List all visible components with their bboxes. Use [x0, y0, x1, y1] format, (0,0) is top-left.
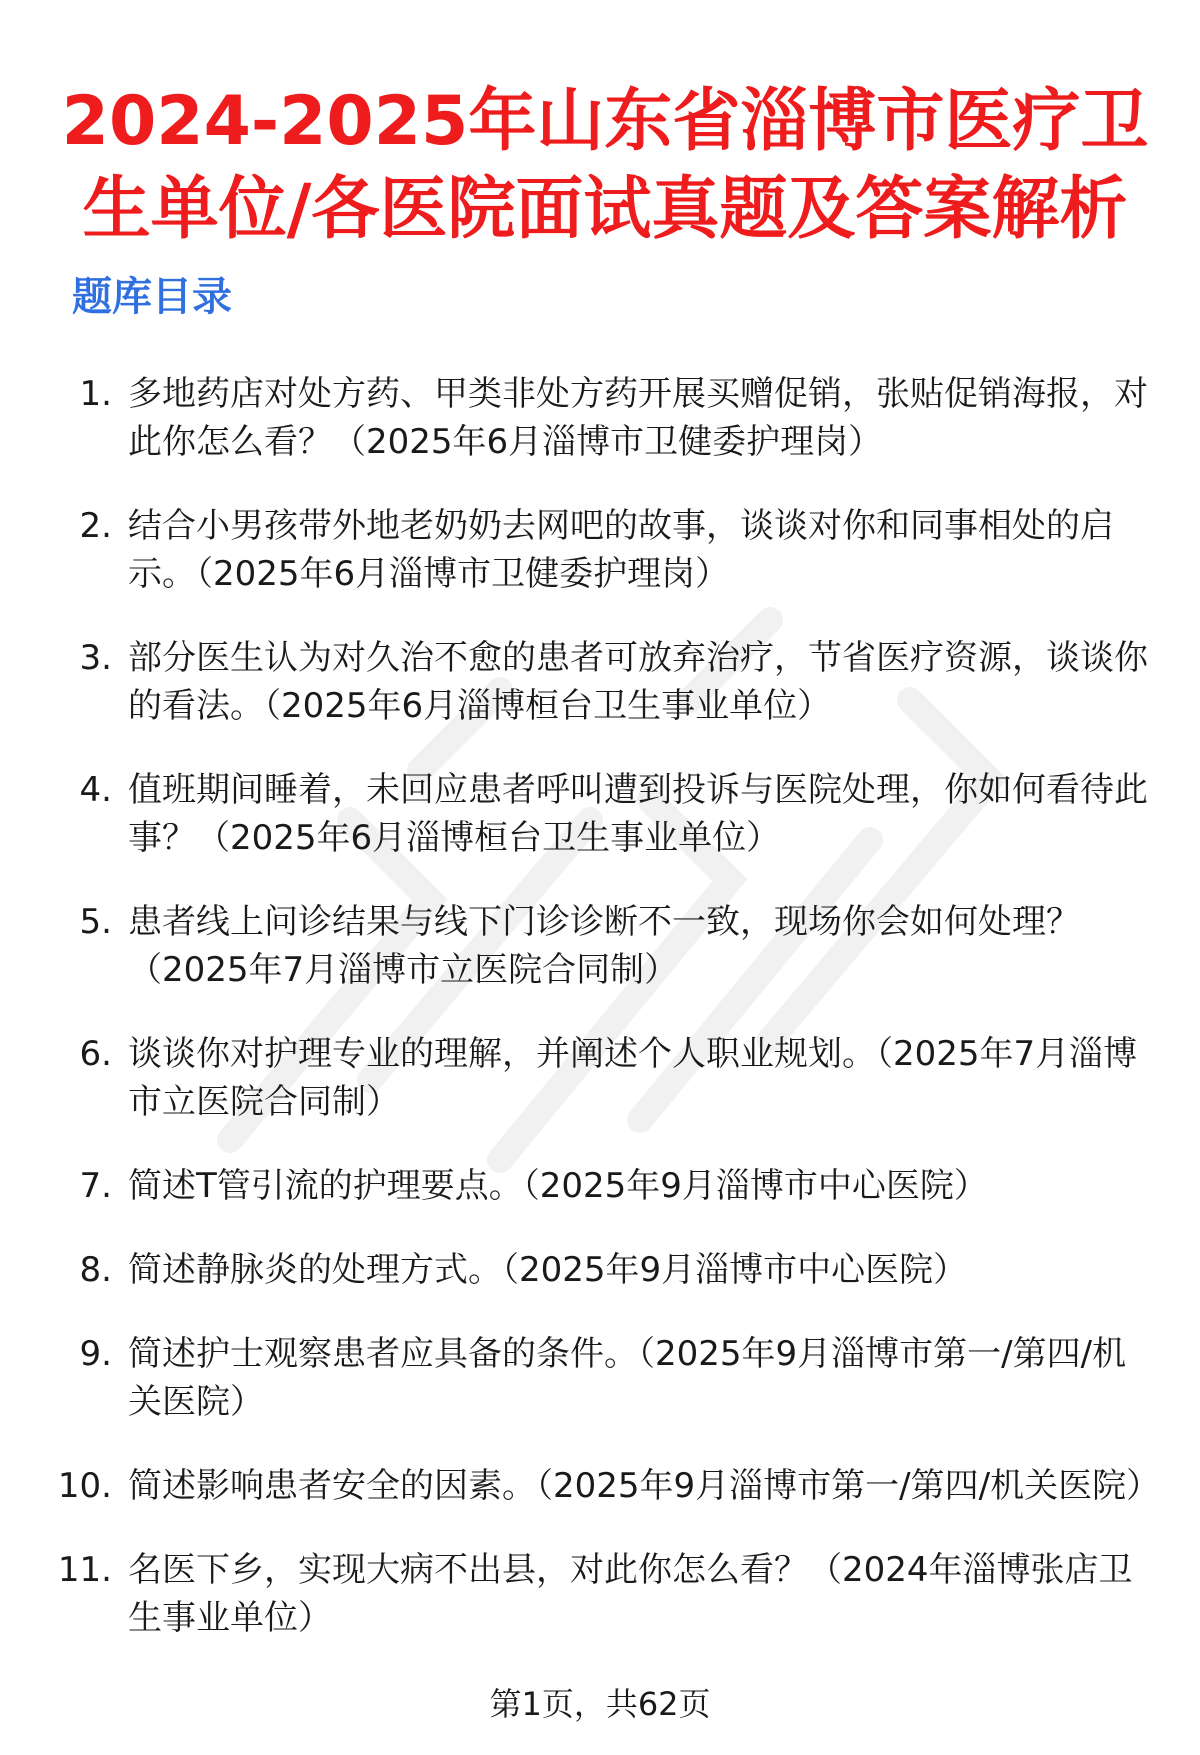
question-text: 结合小男孩带外地老奶奶去网吧的故事，谈谈对你和同事相处的启示。（2025年6月淄博市卫健委护理岗） [128, 506, 1114, 594]
question-number: 6. [79, 1034, 112, 1074]
question-item [0, 1030, 1200, 1126]
question-number: 1. [79, 374, 112, 414]
question-number: 5. [79, 902, 112, 942]
question-number: 10. [57, 1466, 112, 1506]
question-number: 2. [79, 506, 112, 546]
toc-heading: 题库目录 [72, 274, 232, 320]
question-item [0, 1462, 1200, 1510]
question-number: 3. [79, 638, 112, 678]
question-number: 11. [57, 1550, 112, 1590]
question-item [0, 1246, 1200, 1294]
question-number: 8. [79, 1250, 112, 1290]
question-text: 名医下乡，实现大病不出县，对此你怎么看？（2024年淄博张店卫生事业单位） [128, 1550, 1133, 1638]
question-item [0, 1546, 1200, 1642]
question-text: 简述护士观察患者应具备的条件。（2025年9月淄博市第一/第四/机关医院） [128, 1334, 1127, 1422]
question-number: 7. [79, 1166, 112, 1206]
question-number: 4. [79, 770, 112, 810]
question-text: 患者线上问诊结果与线下门诊诊断不一致，现场你会如何处理？（2025年7月淄博市立医院合同制） [128, 902, 1080, 990]
question-text: 简述静脉炎的处理方式。（2025年9月淄博市中心医院） [128, 1250, 968, 1290]
question-list [0, 370, 1200, 1678]
question-item [0, 766, 1200, 862]
question-number: 9. [79, 1334, 112, 1374]
question-text: 简述T管引流的护理要点。（2025年9月淄博市中心医院） [128, 1166, 988, 1206]
question-item [0, 898, 1200, 994]
question-item [0, 634, 1200, 730]
question-text: 值班期间睡着，未回应患者呼叫遭到投诉与医院处理，你如何看待此事？（2025年6月淄博桓台卫生事业单位） [128, 770, 1148, 858]
question-text: 简述影响患者安全的因素。（2025年9月淄博市第一/第四/机关医院） [128, 1466, 1161, 1506]
question-item [0, 1162, 1200, 1210]
question-text: 谈谈你对护理专业的理解，并阐述个人职业规划。（2025年7月淄博市立医院合同制） [128, 1034, 1138, 1122]
question-item [0, 370, 1200, 466]
question-text: 部分医生认为对久治不愈的患者可放弃治疗，节省医疗资源，谈谈你的看法。（2025年6月淄博桓台卫生事业单位） [128, 638, 1148, 726]
question-item [0, 502, 1200, 598]
question-item [0, 1330, 1200, 1426]
question-text: 多地药店对处方药、甲类非处方药开展买赠促销，张贴促销海报，对此你怎么看？（2025年6月淄博市卫健委护理岗） [128, 374, 1148, 462]
document-title: 2024-2025年山东省淄博市医疗卫生单位/各医院面试真题及答案解析 [61, 82, 1149, 249]
page-footer: 第1页，共62页 [489, 1685, 711, 1723]
